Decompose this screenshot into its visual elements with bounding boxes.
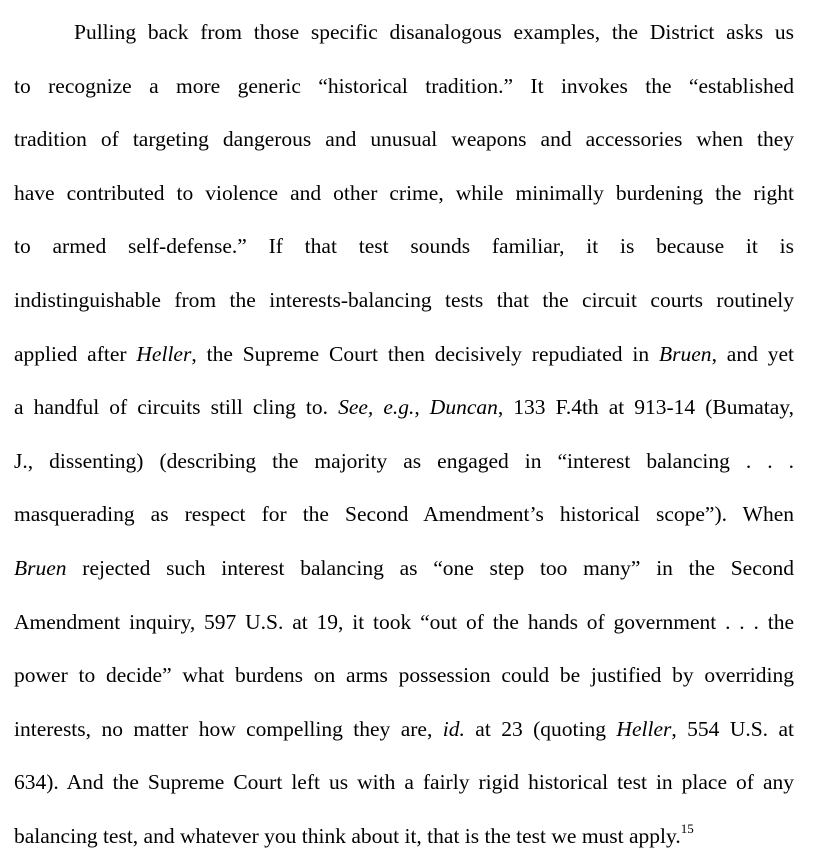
text-line bbox=[14, 821, 794, 851]
text-run: a handful of circuits still cling to. bbox=[14, 395, 339, 420]
text-line bbox=[14, 553, 794, 583]
text-run: applied after bbox=[14, 341, 137, 366]
footnote-marker[interactable]: 15 bbox=[680, 821, 694, 836]
text-line bbox=[14, 714, 794, 744]
text-line bbox=[14, 767, 794, 797]
text-run: , 554 U.S. at bbox=[671, 716, 794, 741]
text-run: to recognize a more generic “historical tradition.” It invokes the “established bbox=[14, 73, 794, 98]
text-run: at 23 (quoting bbox=[464, 716, 617, 741]
italic-citation: Heller bbox=[616, 716, 672, 741]
text-line bbox=[14, 339, 794, 369]
italic-citation: Bruen bbox=[659, 341, 712, 366]
text-line bbox=[14, 124, 794, 154]
italic-citation: Duncan bbox=[429, 395, 498, 420]
text-line bbox=[14, 285, 794, 315]
text-line bbox=[14, 231, 794, 261]
text-line bbox=[14, 392, 794, 422]
italic-citation: Bruen bbox=[14, 556, 67, 580]
italic-citation: See, e.g. bbox=[338, 395, 415, 420]
text-run: , the Supreme Court then decisively repudiated in bbox=[191, 341, 660, 366]
text-run: Pulling back from those specific disanalogous examples, the District asks us bbox=[74, 20, 794, 44]
text-line bbox=[14, 446, 794, 476]
text-run: , 133 F.4th at 913-14 (Bumatay, bbox=[497, 395, 794, 420]
text-run: Amendment inquiry, 597 U.S. at 19, it took “out of the hands of government . . . the bbox=[14, 609, 794, 634]
text-run: J., dissenting) (describing the majority as engaged in “interest balancing . . . bbox=[14, 448, 794, 473]
text-run: , and yet bbox=[711, 341, 794, 366]
text-run: masquerading as respect for the Second Amendment’s historical scope”). When bbox=[14, 502, 794, 527]
text-run: have contributed to violence and other crime, while minimally burdening the right bbox=[14, 180, 794, 205]
text-run: indistinguishable from the interests-balancing tests that the circuit courts routinely bbox=[14, 288, 794, 312]
italic-citation: id. bbox=[442, 716, 465, 741]
text-run: , bbox=[414, 395, 430, 420]
text-run: rejected such interest balancing as “one step too many” in the Second bbox=[66, 556, 794, 580]
text-line bbox=[14, 71, 794, 101]
italic-citation: Heller bbox=[136, 341, 192, 366]
text-run: power to decide” what burdens on arms possession could be justified by overriding bbox=[14, 663, 794, 688]
text-line bbox=[74, 17, 794, 47]
text-run: 634). And the Supreme Court left us with a fairly rigid historical test in place of any bbox=[14, 770, 794, 795]
text-run: interests, no matter how compelling they are, bbox=[14, 716, 443, 741]
text-line bbox=[14, 499, 794, 529]
text-line bbox=[14, 660, 794, 690]
text-line bbox=[14, 178, 794, 208]
text-line bbox=[14, 607, 794, 637]
text-run: balancing test, and whatever you think about it, that is the test we must apply. bbox=[14, 824, 681, 848]
text-run: tradition of targeting dangerous and unusual weapons and accessories when they bbox=[14, 127, 794, 152]
text-run: to armed self-defense.” If that test sounds familiar, it is because it is bbox=[14, 234, 794, 259]
